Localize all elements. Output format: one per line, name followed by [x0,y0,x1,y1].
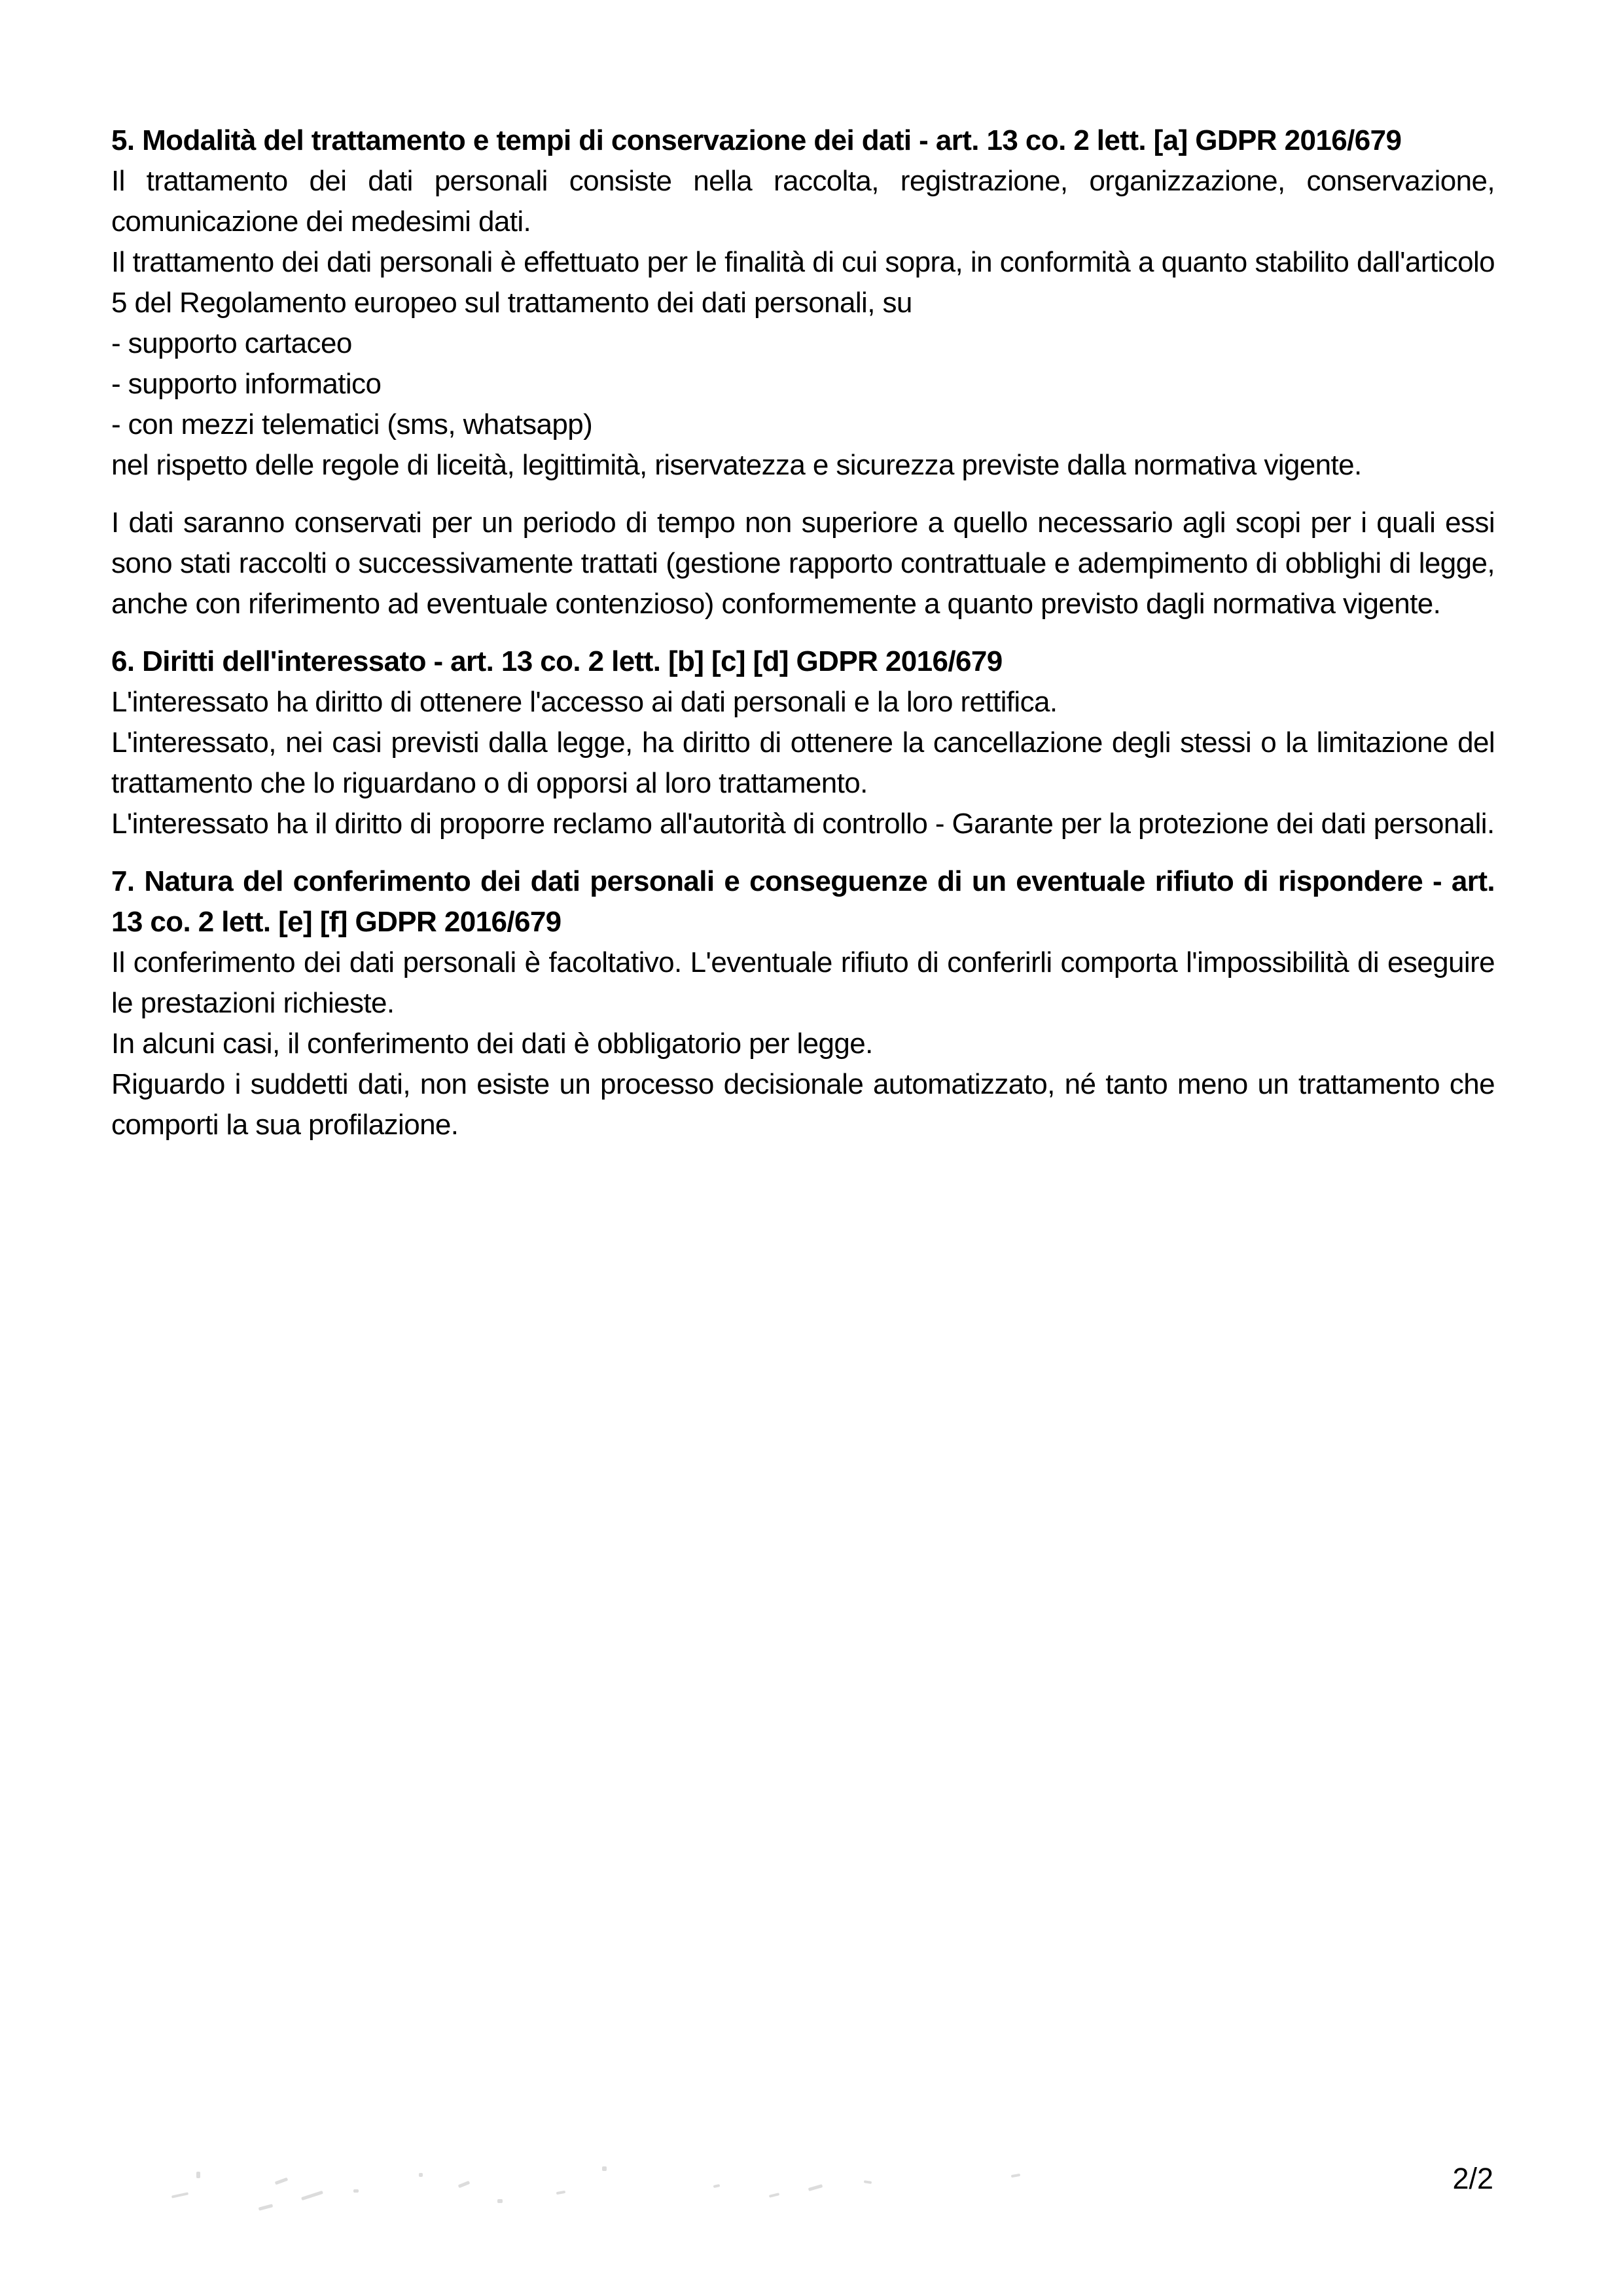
section-5-paragraph-2: Il trattamento dei dati personali è effettuato per le finalità di cui sopra, in conformità a quanto stabilito dall'articolo 5 del Regolamento europeo sul trattamento dei dati personali, su [111,246,1495,319]
section-6-paragraph-3: L'interessato ha il diritto di proporre reclamo all'autorità di controllo - Garante per la protezione dei dati personali. [111,808,1495,840]
section-6-paragraph-1: L'interessato ha diritto di ottenere l'accesso ai dati personali e la loro rettifica. [111,686,1058,718]
section-5-list-item-1: - supporto cartaceo [111,327,352,359]
section-7-paragraph-2: In alcuni casi, il conferimento dei dati è obbligatorio per legge. [111,1028,873,1060]
section-5-paragraph-4: I dati saranno conservati per un periodo di tempo non superiore a quello necessario agli scopi per i quali essi sono stati raccolti o successivamente trattati (gestione rapporto contrattuale e adempimento di obblighi di legge, anche con riferimento ad eventuale contenzioso) conformemente a quanto previsto dagli normativa vigente. [111,507,1495,620]
section-5-list-item-3: - con mezzi telematici (sms, whatsapp) [111,408,593,440]
section-6-paragraph-2: L'interessato, nei casi previsti dalla legge, ha diritto di ottenere la cancellazione degli stessi o la limitazione del trattamento che lo riguardano o di opporsi al loro trattamento. [111,726,1495,799]
section-6-heading: 6. Diritti dell'interessato - art. 13 co. 2 lett. [b] [c] [d] GDPR 2016/679 [111,645,1003,677]
document-body [111,120,1495,1145]
section-5-paragraph-1: Il trattamento dei dati personali consiste nella raccolta, registrazione, organizzazione, conservazione, comunicazione dei medesimi dati. [111,165,1495,238]
section-7-heading: 7. Natura del conferimento dei dati personali e conseguenze di un eventuale rifiuto di rispondere - art. 13 co. 2 lett. [e] [f] GDPR 2016/679 [111,865,1495,938]
section-5-list-item-2: - supporto informatico [111,368,382,400]
section-5-paragraph-3: nel rispetto delle regole di liceità, legittimità, riservatezza e sicurezza previste dalla normativa vigente. [111,449,1362,481]
section-7-paragraph-1: Il conferimento dei dati personali è facoltativo. L'eventuale rifiuto di conferirli comporta l'impossibilità di eseguire le prestazioni richieste. [111,946,1495,1019]
section-5-heading: 5. Modalità del trattamento e tempi di conservazione dei dati - art. 13 co. 2 lett. [a] GDPR 2016/679 [111,124,1402,156]
page-number: 2/2 [1452,2162,1493,2195]
section-7-paragraph-3: Riguardo i suddetti dati, non esiste un processo decisionale automatizzato, né tanto meno un trattamento che comporti la sua profilazione. [111,1068,1495,1141]
